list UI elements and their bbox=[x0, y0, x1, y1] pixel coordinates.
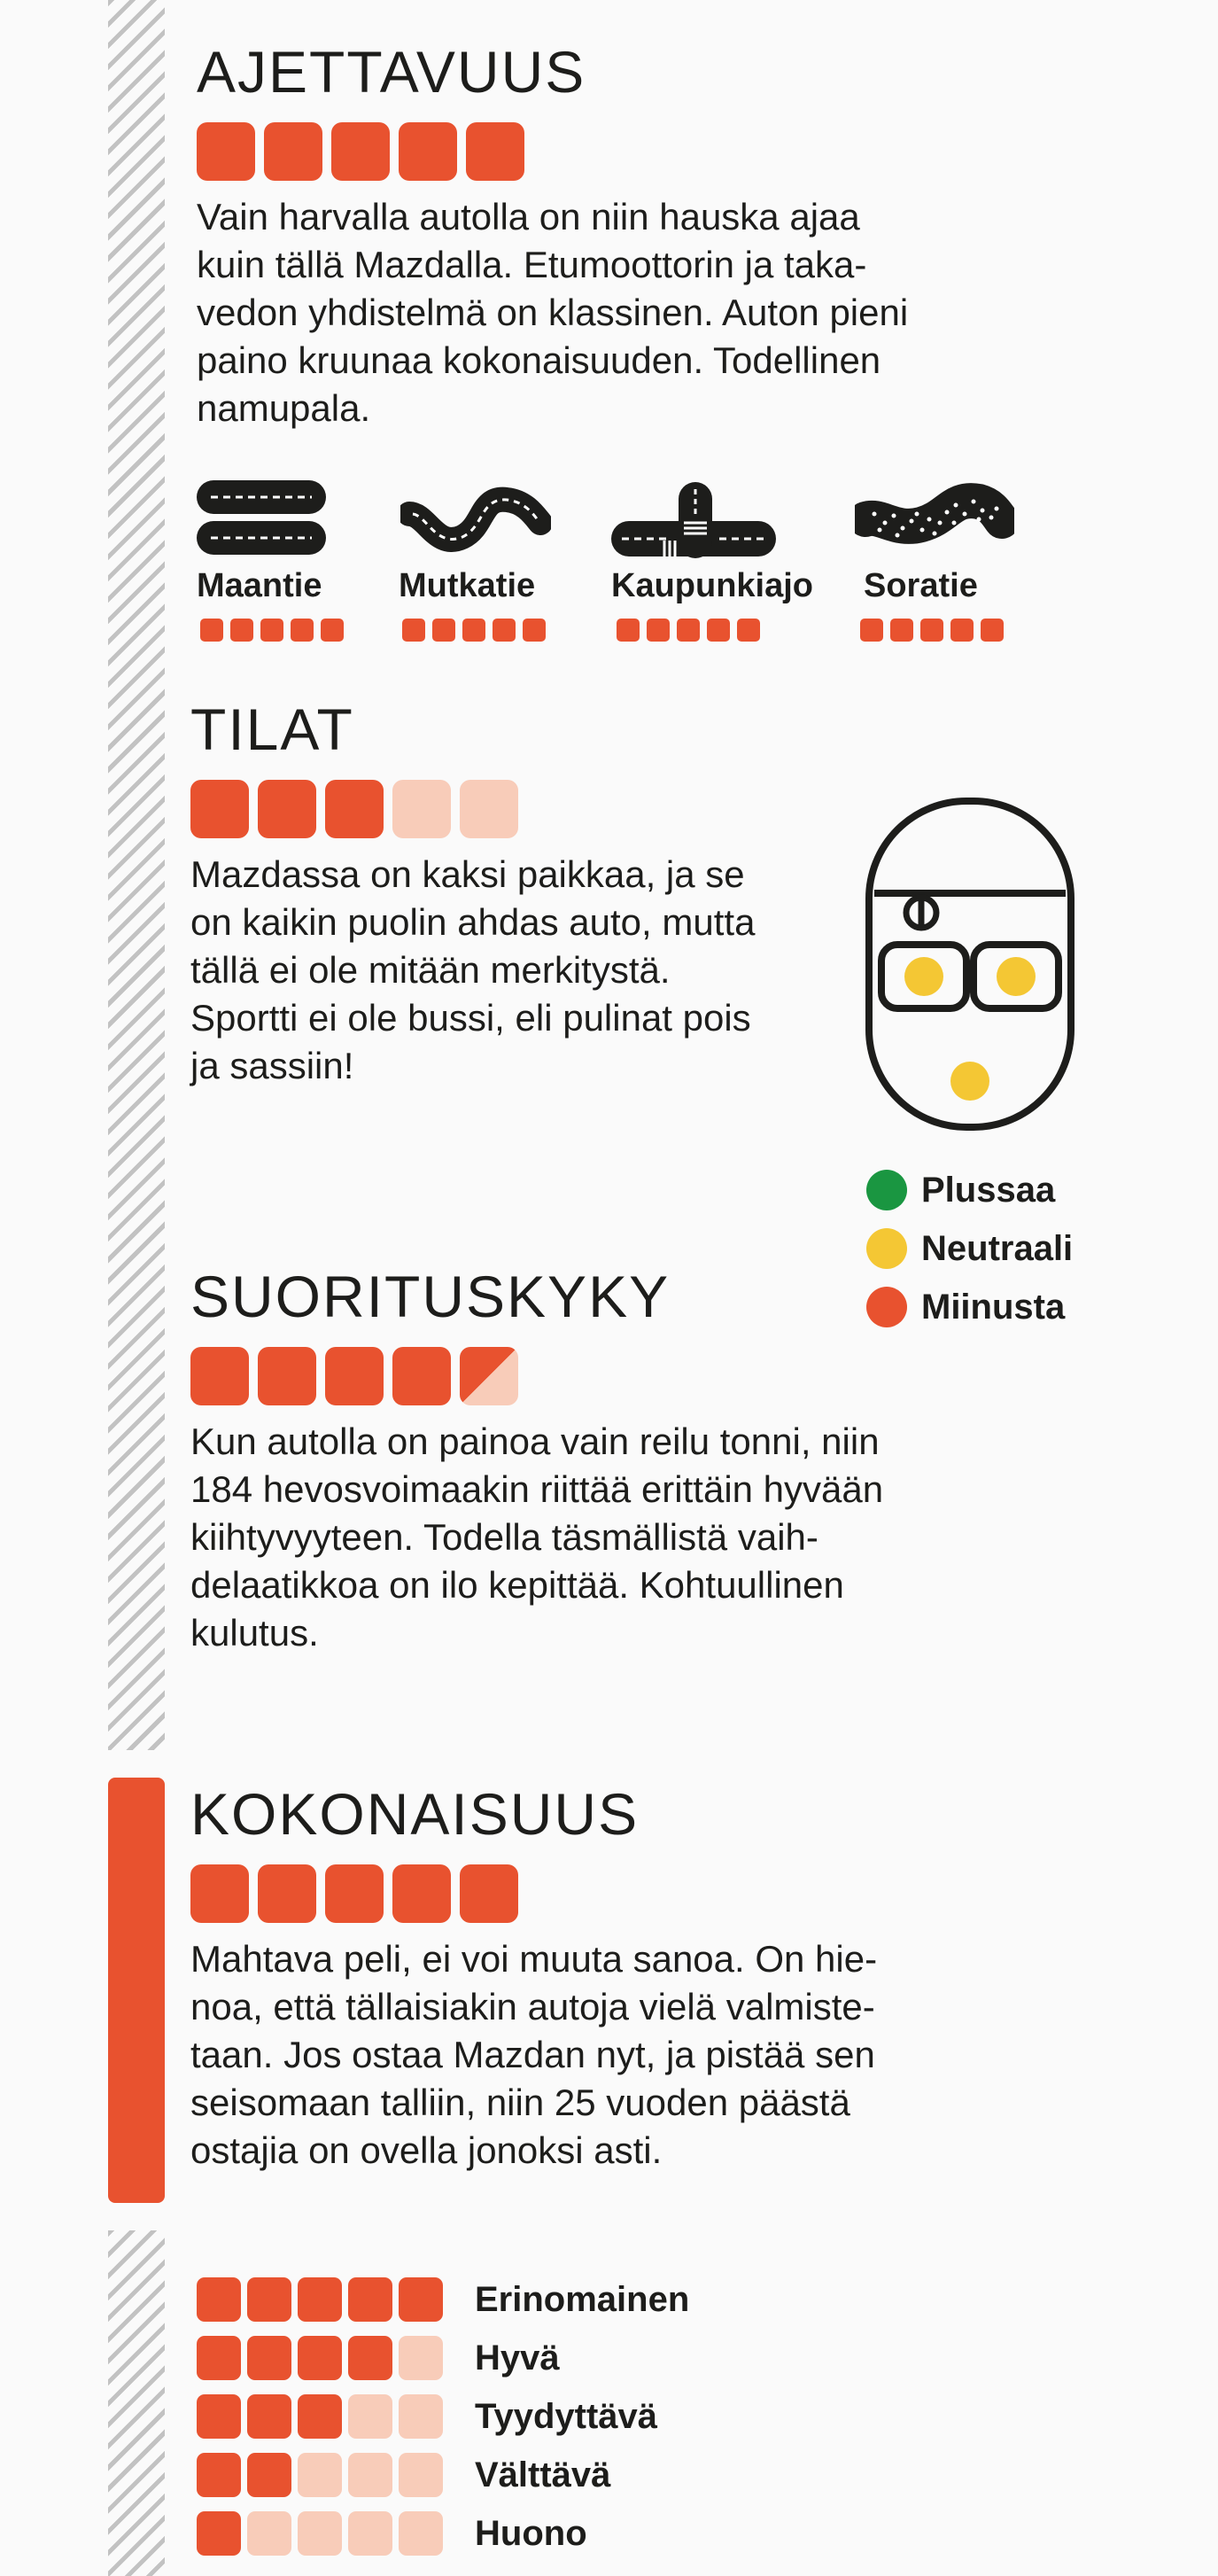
scale-square bbox=[399, 2277, 443, 2322]
road-rating bbox=[200, 619, 344, 642]
road-label: Soratie bbox=[864, 567, 978, 604]
legend-item bbox=[866, 1278, 1073, 1336]
rating-squares bbox=[190, 1347, 883, 1405]
rating-square bbox=[258, 1864, 316, 1923]
rating-square bbox=[460, 1864, 518, 1923]
scale-square bbox=[298, 2394, 342, 2439]
road-rating bbox=[860, 619, 1004, 642]
mini-rating-square bbox=[230, 619, 253, 642]
rating-square bbox=[460, 780, 518, 838]
text-line: kuin tällä Mazdalla. Etumoottorin ja taka- bbox=[197, 244, 867, 285]
highway-icon bbox=[195, 479, 328, 558]
rating-scale bbox=[197, 2270, 689, 2563]
mini-rating-square bbox=[432, 619, 455, 642]
road-label: Mutkatie bbox=[399, 567, 536, 604]
scale-square bbox=[247, 2511, 291, 2556]
scale-square bbox=[348, 2453, 392, 2497]
legend-dot bbox=[866, 1228, 907, 1269]
road-rating bbox=[402, 619, 546, 642]
text-line: Vain harvalla autolla on niin hauska ajaa bbox=[197, 196, 860, 237]
rating-square bbox=[258, 780, 316, 838]
mini-rating-square bbox=[920, 619, 943, 642]
text-line: Mazdassa on kaksi paikkaa, ja se bbox=[190, 853, 745, 895]
rating-square bbox=[197, 122, 255, 181]
section-title: KOKONAISUUS bbox=[190, 1781, 640, 1847]
text-line: seisomaan talliin, niin 25 vuoden päästä bbox=[190, 2082, 850, 2123]
mini-rating-square bbox=[707, 619, 730, 642]
side-stripe-top bbox=[108, 0, 165, 1750]
scale-square bbox=[399, 2511, 443, 2556]
rating-square bbox=[392, 1864, 451, 1923]
legend-item bbox=[866, 1161, 1073, 1219]
text-line: taan. Jos ostaa Mazdan nyt, ja pistää sen bbox=[190, 2034, 875, 2075]
text-line: Kun autolla on painoa vain reilu tonni, niin bbox=[190, 1420, 880, 1462]
scale-square bbox=[399, 2336, 443, 2380]
mini-rating-square bbox=[647, 619, 670, 642]
scale-row bbox=[197, 2446, 689, 2504]
text-line: kiihtyvyyteen. Todella täsmällistä vaih- bbox=[190, 1516, 818, 1558]
section-title: TILAT bbox=[190, 697, 354, 762]
scale-square bbox=[247, 2336, 291, 2380]
rating-square bbox=[190, 1347, 249, 1405]
road-label: Kaupunkiajo bbox=[611, 567, 814, 604]
text-line: Sportti ei ole bussi, eli pulinat pois bbox=[190, 997, 751, 1039]
gravel-road-icon bbox=[855, 479, 1014, 558]
rating-squares bbox=[197, 122, 908, 181]
text-line: delaatikkoa on ilo kepittää. Kohtuullinen bbox=[190, 1564, 844, 1606]
section-kokonaisuus bbox=[190, 1781, 878, 2175]
mini-rating-square bbox=[950, 619, 974, 642]
scale-label: Välttävä bbox=[475, 2455, 611, 2494]
scale-square bbox=[197, 2336, 241, 2380]
scale-squares bbox=[197, 2394, 475, 2439]
seat-front-left bbox=[904, 957, 943, 996]
scale-square bbox=[298, 2277, 342, 2322]
rating-square bbox=[460, 1347, 518, 1405]
text-line: on kaikin puolin ahdas auto, mutta bbox=[190, 901, 756, 943]
rating-square bbox=[392, 780, 451, 838]
rating-square bbox=[258, 1347, 316, 1405]
road-types bbox=[195, 479, 1028, 647]
mini-rating-square bbox=[523, 619, 546, 642]
road-label: Maantie bbox=[197, 567, 322, 604]
scale-label: Huono bbox=[475, 2513, 587, 2553]
mini-rating-square bbox=[860, 619, 883, 642]
mini-rating-square bbox=[493, 619, 516, 642]
section-tilat bbox=[190, 697, 756, 1090]
scale-square bbox=[197, 2394, 241, 2439]
text-line: noa, että tällaisiakin autoja vielä valmiste- bbox=[190, 1986, 875, 2027]
seat-diagram bbox=[864, 796, 1076, 1137]
scale-square bbox=[247, 2394, 291, 2439]
rating-square bbox=[331, 122, 390, 181]
road-kaupunkiajo bbox=[609, 479, 814, 604]
scale-square bbox=[399, 2394, 443, 2439]
mini-rating-square bbox=[291, 619, 314, 642]
rating-square bbox=[325, 1347, 384, 1405]
section-text bbox=[190, 851, 755, 1090]
road-maantie bbox=[195, 479, 328, 604]
scale-square bbox=[348, 2511, 392, 2556]
side-accent-bar bbox=[108, 1778, 165, 2203]
rating-square bbox=[190, 1864, 249, 1923]
mini-rating-square bbox=[890, 619, 913, 642]
text-line: vedon yhdistelmä on klassinen. Auton pieni bbox=[197, 292, 909, 333]
mini-rating-square bbox=[321, 619, 344, 642]
scale-square bbox=[298, 2511, 342, 2556]
legend-label: Plussaa bbox=[921, 1170, 1056, 1210]
section-suorituskyky bbox=[190, 1264, 884, 1657]
rating-square bbox=[325, 1864, 384, 1923]
text-line: ja sassiin! bbox=[190, 1045, 354, 1086]
scale-row bbox=[197, 2270, 689, 2329]
text-line: tällä ei ole mitään merkitystä. bbox=[190, 949, 671, 991]
scale-square bbox=[247, 2453, 291, 2497]
section-title: AJETTAVUUS bbox=[197, 39, 586, 105]
mini-rating-square bbox=[677, 619, 700, 642]
mini-rating-square bbox=[981, 619, 1004, 642]
road-rating bbox=[617, 619, 760, 642]
seat-front-right bbox=[997, 957, 1036, 996]
scale-square bbox=[197, 2453, 241, 2497]
scale-label: Hyvä bbox=[475, 2338, 560, 2378]
scale-square bbox=[348, 2394, 392, 2439]
scale-squares bbox=[197, 2453, 475, 2497]
section-ajettavuus bbox=[197, 39, 909, 432]
scale-squares bbox=[197, 2511, 475, 2556]
section-text bbox=[190, 1935, 877, 2175]
legend-item bbox=[866, 1219, 1073, 1278]
text-line: paino kruunaa kokonaisuuden. Todellinen bbox=[197, 339, 881, 381]
rating-square bbox=[190, 780, 249, 838]
scale-row bbox=[197, 2329, 689, 2387]
rating-square bbox=[399, 122, 457, 181]
seat-rear bbox=[950, 1062, 989, 1101]
rating-squares bbox=[190, 780, 755, 838]
scale-label: Tyydyttävä bbox=[475, 2396, 658, 2436]
legend-label: Neutraali bbox=[921, 1228, 1074, 1268]
rating-square bbox=[264, 122, 322, 181]
city-road-icon bbox=[609, 479, 778, 562]
road-mutkatie bbox=[399, 479, 551, 604]
scale-square bbox=[247, 2277, 291, 2322]
rating-squares bbox=[190, 1864, 877, 1923]
road-soratie bbox=[855, 479, 1014, 604]
scale-squares bbox=[197, 2336, 475, 2380]
scale-label: Erinomainen bbox=[475, 2279, 690, 2319]
text-line: kulutus. bbox=[190, 1612, 319, 1654]
mini-rating-square bbox=[402, 619, 425, 642]
mini-rating-square bbox=[617, 619, 640, 642]
rating-square bbox=[325, 780, 384, 838]
seat-legend bbox=[866, 1161, 1073, 1336]
scale-squares bbox=[197, 2277, 475, 2322]
scale-square bbox=[348, 2277, 392, 2322]
mini-rating-square bbox=[200, 619, 223, 642]
rating-square bbox=[466, 122, 524, 181]
scale-row bbox=[197, 2387, 689, 2446]
text-line: ostajia on ovella jonoksi asti. bbox=[190, 2129, 663, 2171]
section-text bbox=[190, 1418, 883, 1657]
mini-rating-square bbox=[737, 619, 760, 642]
scale-square bbox=[348, 2336, 392, 2380]
scale-square bbox=[298, 2453, 342, 2497]
rating-square bbox=[392, 1347, 451, 1405]
scale-square bbox=[298, 2336, 342, 2380]
text-line: Mahtava peli, ei voi muuta sanoa. On hie- bbox=[190, 1938, 878, 1980]
section-text bbox=[197, 193, 908, 432]
winding-road-icon bbox=[400, 479, 551, 558]
scale-row bbox=[197, 2504, 689, 2563]
scale-square bbox=[197, 2277, 241, 2322]
text-line: namupala. bbox=[197, 387, 371, 429]
legend-dot bbox=[866, 1170, 907, 1210]
mini-rating-square bbox=[260, 619, 283, 642]
scale-square bbox=[197, 2511, 241, 2556]
scale-square bbox=[399, 2453, 443, 2497]
text-line: 184 hevosvoimaakin riittää erittäin hyvään bbox=[190, 1468, 884, 1510]
section-title: SUORITUSKYKY bbox=[190, 1264, 671, 1329]
side-stripe-bottom bbox=[108, 2230, 165, 2576]
legend-label: Miinusta bbox=[921, 1287, 1066, 1327]
mini-rating-square bbox=[462, 619, 485, 642]
